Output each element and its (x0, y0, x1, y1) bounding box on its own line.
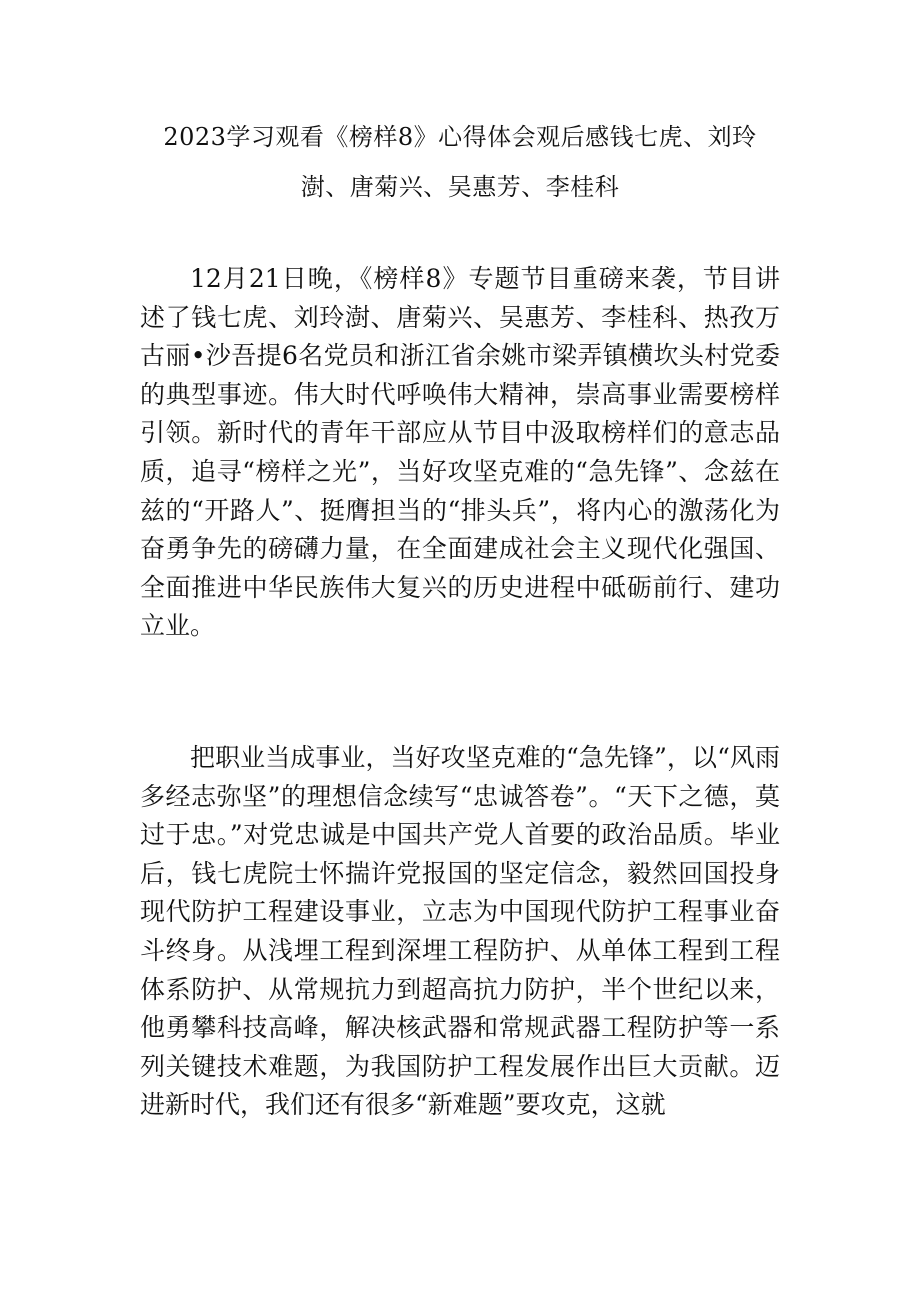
title-line-2: 澍、唐菊兴、吴惠芳、李桂科 (300, 173, 620, 201)
document-title (140, 112, 780, 212)
paragraph-1: 12月21日晚，《榜样8》专题节目重磅来袭，节目讲述了钱七虎、刘玲澍、唐菊兴、吴惠芳、李桂科、热孜万古丽•沙吾提6名党员和浙江省余姚市梁弄镇横坎头村党委的典型事迹。伟大时代呼唤伟大精神，崇高事业需要榜样引领。新时代的青年干部应从节目中汲取榜样们的意志品质，追寻“榜样之光”，当好攻坚克难的“急先锋”、念兹在兹的“开路人”、挺膺担当的“排头兵”，将内心的激荡化为奋勇争先的磅礴力量，在全面建成社会主义现代化强国、全面推进中华民族伟大复兴的历史进程中砥砺前行、建功立业。 (140, 264, 780, 641)
title-line-1: 2023学习观看《榜样8》心得体会观后感钱七虎、刘玲 (163, 123, 757, 151)
paragraph-2: 把职业当成事业，当好攻坚克难的“急先锋”，以“风雨多经志弥坚”的理想信念续写“忠诚答卷”。“天下之德，莫过于忠。”对党忠诚是中国共产党人首要的政治品质。毕业后，钱七虎院士怀揣许党报国的坚定信念，毅然回国投身现代防护工程建设事业，立志为中国现代防护工程事业奋斗终身。从浅埋工程到深埋工程防护、从单体工程到工程体系防护、从常规抗力到超高抗力防护，半个世纪以来，他勇攀科技高峰，解决核武器和常规武器工程防护等一系列关键技术难题，为我国防护工程发展作出巨大贡献。迈进新时代，我们还有很多“新难题”要攻克，这就 (140, 743, 780, 1120)
